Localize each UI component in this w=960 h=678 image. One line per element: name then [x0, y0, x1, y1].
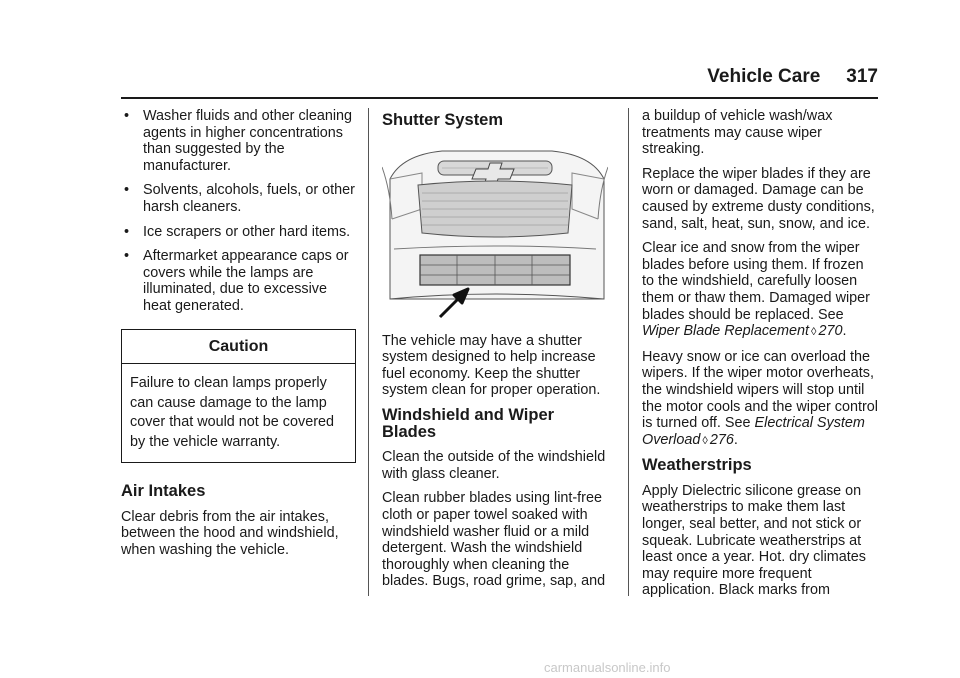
column-right	[642, 108, 878, 607]
bullet-dot: •	[124, 223, 130, 240]
watermark: carmanualsonline.info	[544, 660, 671, 675]
header-rule	[121, 97, 878, 99]
column-left	[121, 108, 357, 567]
page-number: 317	[846, 66, 878, 87]
weatherstrips-text: Apply Dielectric silicone grease on weatherstrips to make them last longer, seal better, and not stick or squeak. Lubricate weatherstrips at least once a year. Hot. dry climates may require more frequent application. Black marks from	[642, 482, 866, 599]
electrical-system-overload-link[interactable]: Electrical System Overload	[642, 415, 865, 448]
bullet-text: Solvents, alcohols, fuels, or other harsh cleaners.	[143, 182, 355, 215]
clear-ice-text: Clear ice and snow from the wiper blades before using them. If frozen to the windshield, carefully loosen them or thaw them. Damaged wiper blades should be replaced. See	[642, 240, 870, 323]
caution-title: Caution	[122, 330, 355, 365]
wiper-streaking-text: a buildup of vehicle wash/wax treatments may cause wiper streaking.	[642, 108, 833, 158]
caution-text: Failure to clean lamps properly can cause damage to the lamp cover that would not be covered by the vehicle warranty.	[130, 375, 334, 450]
bullet-item	[121, 182, 357, 215]
bullet-dot: •	[124, 248, 130, 265]
weatherstrips-heading: Weatherstrips	[642, 456, 752, 475]
bullet-dot: •	[124, 182, 130, 199]
windshield-text-1: Clean the outside of the windshield with glass cleaner.	[382, 449, 606, 482]
vehicle-front-grille-illustration	[382, 149, 608, 319]
shutter-system-illustration	[382, 149, 608, 319]
page-ref-icon: ◊	[702, 434, 708, 447]
page-ref-icon: ◊	[811, 326, 817, 339]
bullet-item	[121, 248, 357, 314]
section-title: Vehicle Care	[707, 66, 821, 87]
column-divider-2	[628, 108, 629, 596]
shutter-system-text: The vehicle may have a shutter system designed to help increase fuel economy. Keep the shutter system clean for proper operation.	[382, 332, 601, 399]
shutter-system-heading: Shutter System	[382, 111, 504, 129]
replace-wiper-text: Replace the wiper blades if they are worn or damaged. Damage can be caused by extreme dusty conditions, sand, salt, heat, sun, snow, and ice.	[642, 165, 875, 232]
bullet-text: Ice scrapers or other hard items.	[143, 223, 351, 240]
windshield-heading: Windshield and Wiper Blades	[382, 405, 555, 441]
air-intakes-heading: Air Intakes	[121, 482, 206, 501]
electrical-system-overload-page[interactable]: 276	[709, 431, 734, 448]
heavy-snow-text: Heavy snow or ice can overload the wipers. If the wiper motor overheats, the windshield wipers will stop until the motor cools and the wiper control is turned off. See	[642, 348, 878, 432]
heavy-snow-paragraph: Heavy snow or ice can overload the wipers. If the wiper motor overheats, the windshield wipers will stop until the motor cools and the wiper control is turned off. See Electrical System Overload ◊ 276.	[642, 348, 878, 448]
windshield-text-2: Clean rubber blades using lint-free cloth or paper towel soaked with windshield washer fluid or a mild detergent. Wash the windshield thoroughly when cleaning the blades. Bugs, road grime, sap, and	[382, 490, 606, 590]
bullet-text: Aftermarket appearance caps or covers while the lamps are illuminated, due to excessive heat generated.	[143, 248, 349, 314]
bullet-item	[121, 108, 357, 174]
caution-box	[121, 329, 356, 464]
bullet-item	[121, 224, 357, 241]
column-middle	[382, 108, 608, 598]
air-intakes-text: Clear debris from the air intakes, between the hood and windshield, when washing the vehicle.	[121, 508, 339, 558]
column-divider-1	[368, 108, 369, 596]
page-header	[0, 66, 878, 88]
bullet-text: Washer fluids and other cleaning agents in higher concentrations than suggested by the manufacturer.	[143, 108, 353, 174]
wiper-blade-replacement-link[interactable]: Wiper Blade Replacement	[642, 323, 810, 340]
bullet-dot: •	[124, 108, 130, 124]
wiper-blade-replacement-page[interactable]: 270	[818, 323, 843, 340]
clear-ice-paragraph: Clear ice and snow from the wiper blades before using them. If frozen to the windshield, carefully loosen them or thaw them. Damaged wiper blades should be replaced. See Wiper Blade Replacement ◊ 270.	[642, 240, 870, 340]
